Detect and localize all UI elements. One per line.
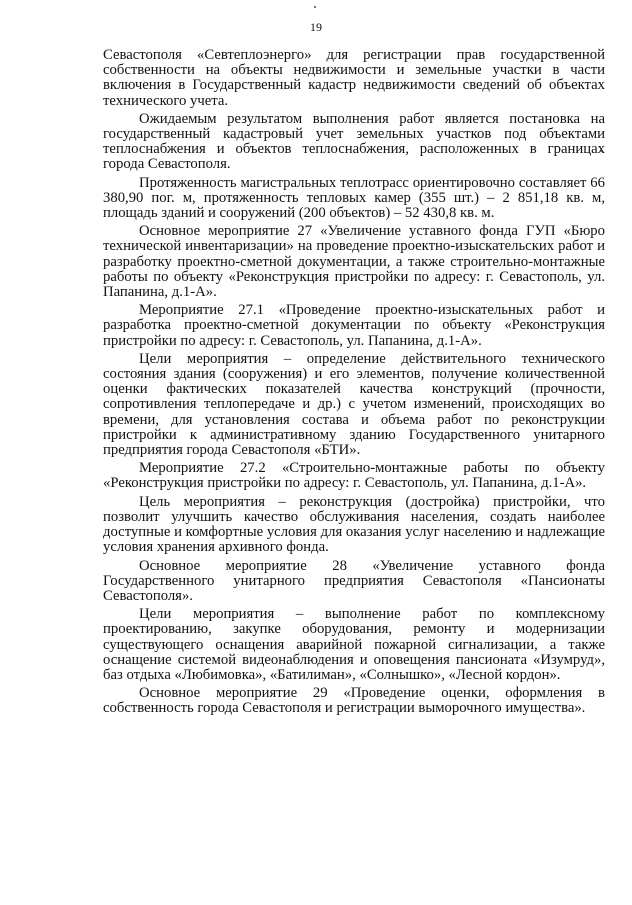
paragraph: Мероприятие 27.1 «Проведение проектно-изыскательных работ и разработка проектно-сметной документации по объекту «Реконструкция пристройки по адресу: г. Севастополь, ул. Папанина, д.1-А». [103, 302, 605, 349]
scan-speck [314, 6, 316, 8]
paragraph: Цели мероприятия – определение действительного технического состояния здания (сооружения) и его элементов, получение количественной оценки фактических показателей качества конструкций (прочности, сопротивления теплопередаче и др.) с учетом изменений, происходящих во времени, для установления состава и объема работ по реконструкции пристройки к административному зданию Государственного унитарного предприятия города Севастополя «БТИ». [103, 350, 605, 459]
paragraph: Ожидаемым результатом выполнения работ является постановка на государственный кадастровый учет земельных участков под объектами теплоснабжения и объектов теплоснабжения, расположенных в границах города Севастополя. [103, 110, 605, 173]
document-body [103, 48, 605, 720]
paragraph: Цель мероприятия – реконструкция (достройка) пристройки, что позволит улучшить качество обслуживания населения, создать наиболее доступные и комфортные условия для оказания услуг населению и надлежащие условия хранения архивного фонда. [103, 493, 605, 556]
paragraph: Основное мероприятие 27 «Увеличение уставного фонда ГУП «Бюро технической инвентаризации» на проведение проектно-изыскательских работ и разработку проектно-сметной документации, а также строительно-монтажные работы по объекту «Реконструкция пристройки по адресу: г. Севастополь, ул. Папанина, д.1-А». [103, 223, 605, 301]
paragraph: Мероприятие 27.2 «Строительно-монтажные работы по объекту «Реконструкция пристройки по адресу: г. Севастополь, ул. Папанина, д.1-А». [103, 460, 605, 492]
paragraph: Основное мероприятие 28 «Увеличение уставного фонда Государственного унитарного предприятия Севастополя «Пансионаты Севастополя». [103, 557, 605, 604]
paragraph: Основное мероприятие 29 «Проведение оценки, оформления в собственность города Севастополя и регистрации выморочного имущества». [103, 685, 605, 717]
page-number: 19 [310, 20, 322, 34]
paragraph: Цели мероприятия – выполнение работ по комплексному проектированию, закупке оборудования, ремонту и модернизации существующего оснащения аварийной пожарной сигнализации, а также оснащение системой видеонаблюдения и оповещения пансионата «Изумруд», баз отдыха «Любимовка», «Батилиман», «Солнышко», «Лесной кордон». [103, 606, 605, 683]
paragraph: Протяженность магистральных теплотрасс ориентировочно составляет 66 380,90 пог. м, протяженность тепловых камер (355 шт.) – 2 851,18 кв. м, площадь зданий и сооружений (200 объектов) – 52 430,8 кв. м. [103, 174, 605, 222]
paragraph: Севастополя «Севтеплоэнерго» для регистрации прав государственной собственности на объекты недвижимости и земельные участки в части включения в Государственный кадастр недвижимости сведений об объектах технического учета. [103, 47, 605, 109]
